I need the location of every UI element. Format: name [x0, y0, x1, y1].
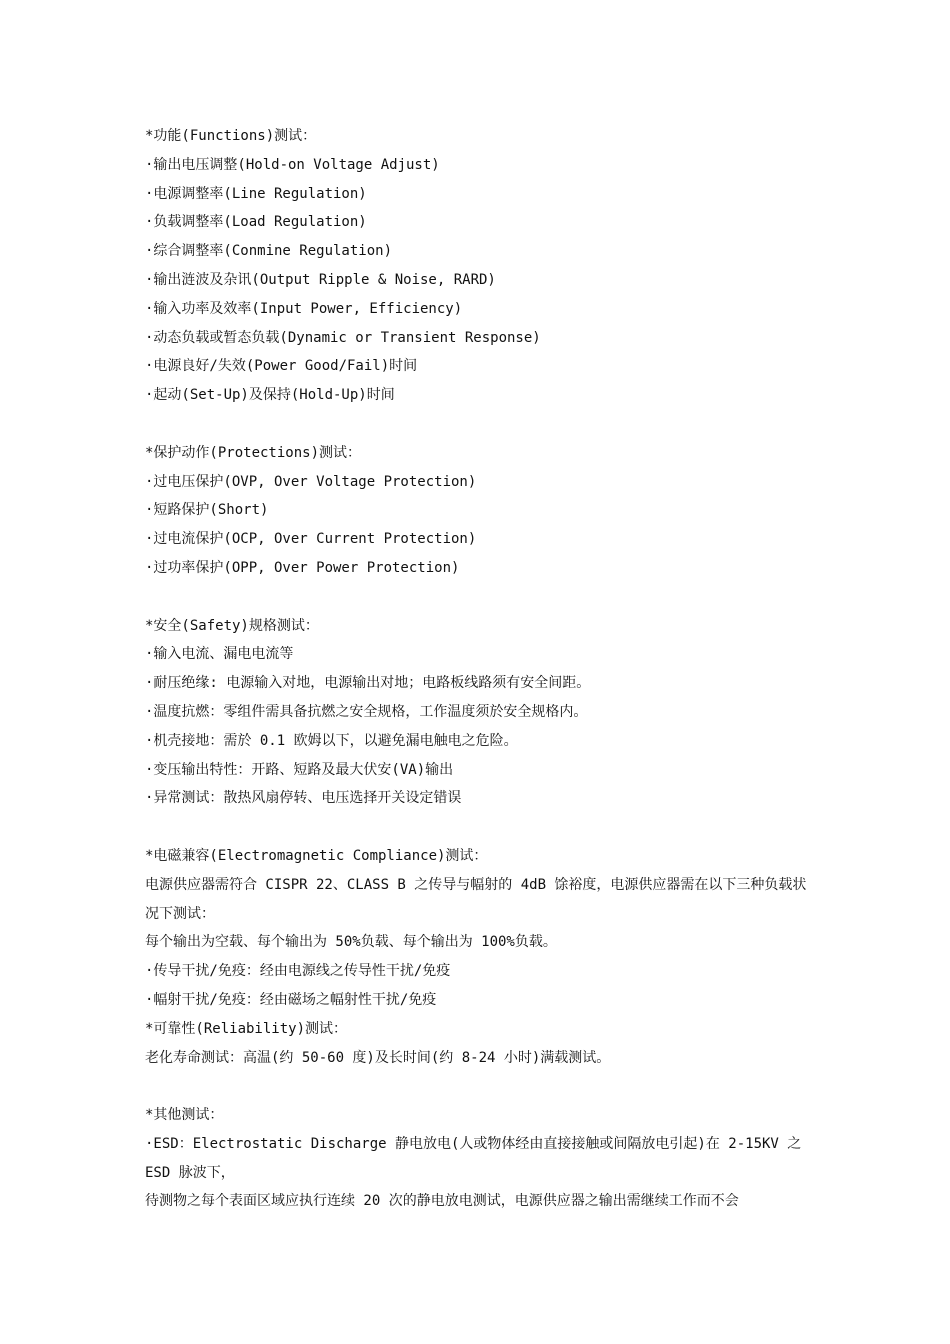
document-lines	[145, 122, 813, 1216]
text-line: ·变压输出特性：开路、短路及最大伏安(VA)输出	[145, 761, 454, 778]
section-heading: *功能(Functions)测试：	[145, 128, 317, 144]
text-line: ·电源良好/失效(Power Good/Fail)时间	[145, 358, 418, 375]
text-line: ·耐压绝缘: 电源输入对地，电源输出对地；电路板线路须有安全间距。	[145, 675, 591, 692]
text-line: ·机壳接地：需於 0.1 欧姆以下，以避免漏电触电之危险。	[145, 732, 518, 749]
text-line: 待测物之每个表面区域应执行连续 20 次的静电放电测试，电源供应器之输出需继续工作而不会	[145, 1193, 739, 1210]
section-heading: *保护动作(Protections)测试：	[145, 444, 362, 461]
blank-line	[145, 410, 813, 439]
text-line: ·传导干扰/免疫：经由电源线之传导性干扰/免疫	[145, 963, 451, 980]
text-line: ·电源调整率(Line Regulation)	[145, 185, 367, 202]
blank-line	[145, 583, 813, 612]
text-line: ·过功率保护(OPP, Over Power Protection)	[145, 559, 460, 576]
text-line: ·输入功率及效率(Input Power, Efficiency)	[145, 300, 463, 317]
text-line: 老化寿命测试：高温(约 50-60 度)及长时间(约 8-24 小时)满载测试。	[145, 1049, 611, 1066]
text-line: ·短路保护(Short)	[145, 502, 269, 519]
text-line: ·起动(Set-Up)及保持(Hold-Up)时间	[145, 387, 395, 404]
text-line: ·动态负载或暂态负载(Dynamic or Transient Response)	[145, 329, 541, 346]
document-body	[145, 122, 813, 1216]
section-heading: *其他测试：	[145, 1107, 224, 1124]
blank-line	[145, 1072, 813, 1101]
text-line: ·过电压保护(OVP, Over Voltage Protection)	[145, 473, 477, 490]
text-line: ·异常测试：散热风扇停转、电压选择开关设定错误	[145, 790, 462, 807]
text-line: ·负载调整率(Load Regulation)	[145, 214, 367, 231]
text-line: ·ESD：Electrostatic Discharge 静电放电(人或物体经由直接接触或间隔放电引起)在 2-15KV 之 ESD 脉波下，	[145, 1135, 810, 1181]
blank-line	[145, 813, 813, 842]
text-line: ·综合调整率(Conmine Regulation)	[145, 243, 393, 260]
section-heading: *安全(Safety)规格测试：	[145, 617, 319, 634]
section-heading: *可靠性(Reliability)测试：	[145, 1020, 348, 1037]
text-line: ·过电流保护(OCP, Over Current Protection)	[145, 531, 477, 548]
text-line: ·温度抗燃：零组件需具备抗燃之安全规格，工作温度须於安全规格内。	[145, 703, 588, 720]
text-line: 电源供应器需符合 CISPR 22、CLASS B 之传导与幅射的 4dB 馀裕度，电源供应器需在以下三种负载状况下测试：	[145, 876, 807, 922]
text-line: ·幅射干扰/免疫：经由磁场之幅射性干扰/免疫	[145, 991, 437, 1008]
text-line: ·输出电压调整(Hold-on Voltage Adjust)	[145, 156, 440, 173]
text-line: ·输入电流、漏电电流等	[145, 646, 294, 663]
text-line: ·输出涟波及杂讯(Output Ripple & Noise, RARD)	[145, 271, 496, 288]
section-heading: *电磁兼容(Electromagnetic Compliance)测试：	[145, 847, 488, 864]
text-line: 每个输出为空载、每个输出为 50%负载、每个输出为 100%负载。	[145, 934, 557, 951]
